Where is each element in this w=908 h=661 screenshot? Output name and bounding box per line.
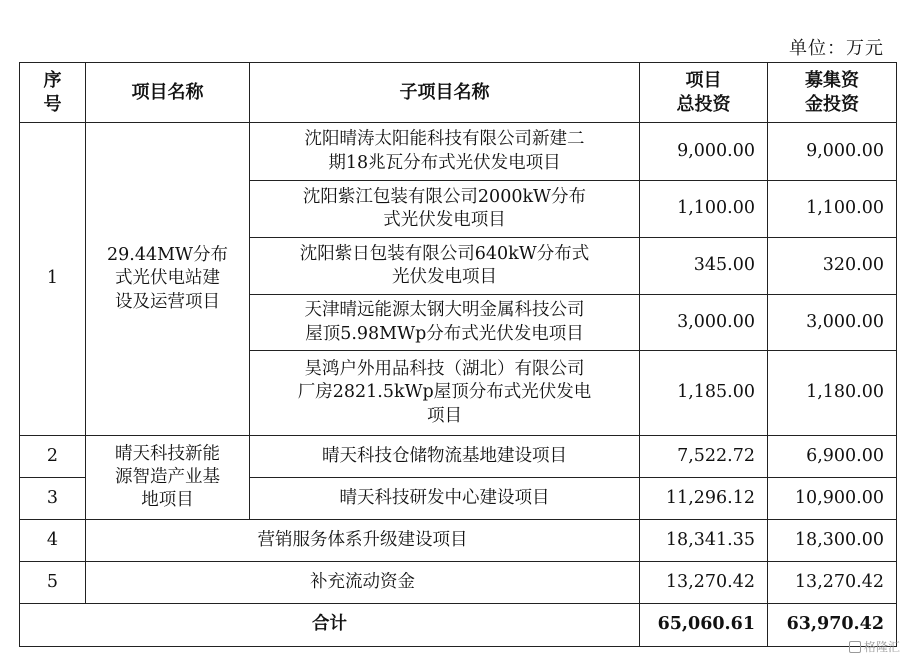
project-name-cell: 补充流动资金 <box>86 562 640 604</box>
total-investment-cell: 1,100.00 <box>640 181 768 238</box>
header-total-investment: 项目 总投资 <box>640 63 768 123</box>
project-name-cell: 营销服务体系升级建设项目 <box>86 520 640 562</box>
raised-investment-cell: 18,300.00 <box>768 520 897 562</box>
investment-table <box>19 62 897 647</box>
raised-investment-cell: 1,100.00 <box>768 181 897 238</box>
header-raised-investment: 募集资 金投资 <box>768 63 897 123</box>
logo-icon <box>849 641 861 653</box>
sub-project-cell: 沈阳紫江包装有限公司2000kW分布 式光伏发电项目 <box>250 181 640 238</box>
table-row <box>20 520 897 562</box>
total-investment-cell: 7,522.72 <box>640 436 768 478</box>
total-row <box>20 604 897 647</box>
table-row <box>20 562 897 604</box>
total-investment-cell: 3,000.00 <box>640 295 768 351</box>
header-project-name: 项目名称 <box>86 63 250 123</box>
raised-investment-cell: 6,900.00 <box>768 436 897 478</box>
raised-investment-cell: 13,270.42 <box>768 562 897 604</box>
total-investment-cell: 345.00 <box>640 238 768 295</box>
watermark <box>849 638 900 655</box>
project-name-cell: 29.44MW分布 式光伏电站建 设及运营项目 <box>86 123 250 436</box>
header-seq: 序 号 <box>20 63 86 123</box>
sub-project-cell: 沈阳紫日包装有限公司640kW分布式 光伏发电项目 <box>250 238 640 295</box>
grand-total-investment: 65,060.61 <box>640 604 768 647</box>
grand-total-raised: 63,970.42 <box>768 604 897 647</box>
seq-cell: 1 <box>20 123 86 436</box>
sub-project-cell: 沈阳晴涛太阳能科技有限公司新建二 期18兆瓦分布式光伏发电项目 <box>250 123 640 181</box>
sub-project-cell: 天津晴远能源太钢大明金属科技公司 屋顶5.98MWp分布式光伏发电项目 <box>250 295 640 351</box>
seq-cell: 5 <box>20 562 86 604</box>
total-investment-cell: 11,296.12 <box>640 478 768 520</box>
table-row <box>20 123 897 181</box>
raised-investment-cell: 320.00 <box>768 238 897 295</box>
seq-cell: 4 <box>20 520 86 562</box>
table-row <box>20 436 897 478</box>
seq-cell: 2 <box>20 436 86 478</box>
total-investment-cell: 9,000.00 <box>640 123 768 181</box>
sub-project-cell: 昊鸿户外用品科技（湖北）有限公司 厂房2821.5kWp屋顶分布式光伏发电 项目 <box>250 351 640 436</box>
sub-project-cell: 晴天科技仓储物流基地建设项目 <box>250 436 640 478</box>
sub-project-cell: 晴天科技研发中心建设项目 <box>250 478 640 520</box>
project-name-cell: 晴天科技新能 源智造产业基 地项目 <box>86 436 250 520</box>
unit-label: 单位：万元 <box>789 38 884 59</box>
seq-cell: 3 <box>20 478 86 520</box>
table-header-row <box>20 63 897 123</box>
watermark-text: 格隆汇 <box>863 640 900 654</box>
raised-investment-cell: 3,000.00 <box>768 295 897 351</box>
raised-investment-cell: 9,000.00 <box>768 123 897 181</box>
header-sub-project-name: 子项目名称 <box>250 63 640 123</box>
raised-investment-cell: 1,180.00 <box>768 351 897 436</box>
total-label: 合计 <box>20 604 640 647</box>
total-investment-cell: 13,270.42 <box>640 562 768 604</box>
total-investment-cell: 18,341.35 <box>640 520 768 562</box>
total-investment-cell: 1,185.00 <box>640 351 768 436</box>
raised-investment-cell: 10,900.00 <box>768 478 897 520</box>
